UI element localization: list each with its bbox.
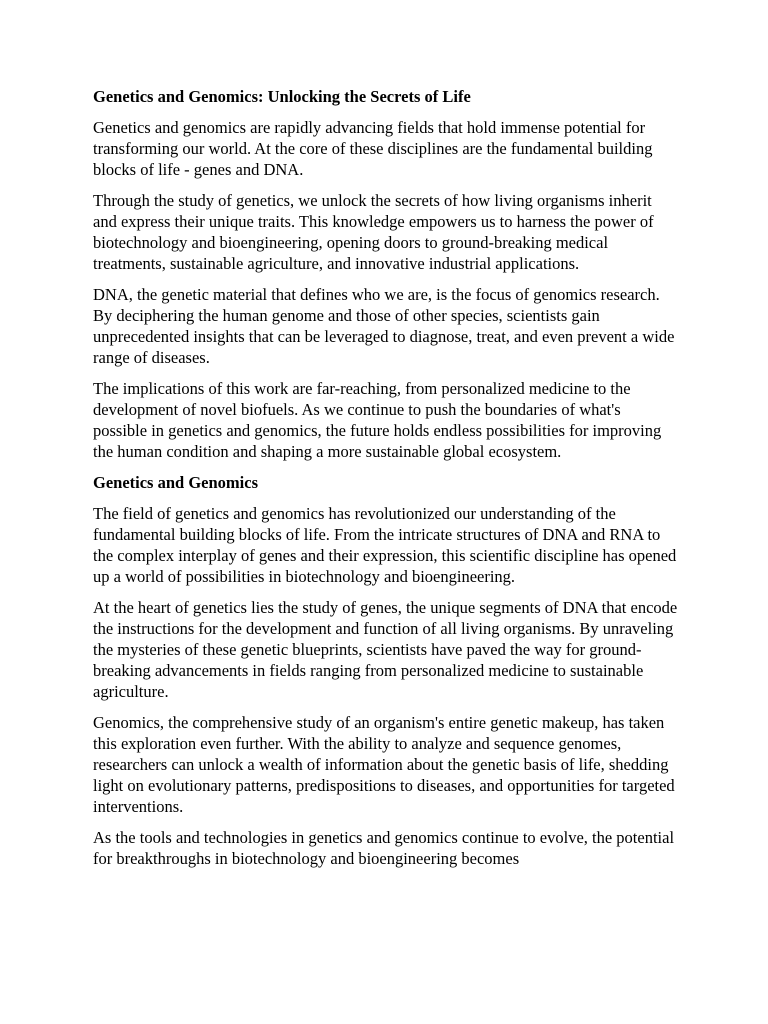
section-heading: Genetics and Genomics	[93, 473, 258, 492]
section-paragraph: As the tools and technologies in genetics and genomics continue to evolve, the potential for breakthroughs in biotechnology and bioengineering becomes	[93, 828, 675, 868]
document-body	[93, 86, 678, 879]
intro-paragraph: Genetics and genomics are rapidly advancing fields that hold immense potential for transforming our world. At the core of these disciplines are the fundamental building blocks of life - genes and DNA.	[93, 118, 653, 179]
section-paragraph: The field of genetics and genomics has revolutionized our understanding of the fundamental building blocks of life. From the intricate structures of DNA and RNA to the complex interplay of genes and their expression, this scientific discipline has opened up a world of possibilities in biotechnology and bioengineering.	[93, 504, 677, 586]
section-paragraph: At the heart of genetics lies the study of genes, the unique segments of DNA that encode the instructions for the development and function of all living organisms. By unraveling the mysteries of these genetic blueprints, scientists have paved the way for ground-breaking advancements in fields ranging from personalized medicine to sustainable agriculture.	[93, 598, 678, 701]
intro-paragraph: The implications of this work are far-reaching, from personalized medicine to the development of novel biofuels. As we continue to push the boundaries of what's possible in genetics and genomics, the future holds endless possibilities for improving the human condition and shaping a more sustainable global ecosystem.	[93, 379, 662, 461]
intro-paragraph: Through the study of genetics, we unlock the secrets of how living organisms inherit and express their unique traits. This knowledge empowers us to harness the power of biotechnology and bioengineering, opening doors to ground-breaking medical treatments, sustainable agriculture, and innovative industrial applications.	[93, 191, 654, 273]
section-paragraph: Genomics, the comprehensive study of an organism's entire genetic makeup, has taken this exploration even further. With the ability to analyze and sequence genomes, researchers can unlock a wealth of information about the genetic basis of life, shedding light on evolutionary patterns, predispositions to diseases, and opportunities for targeted interventions.	[93, 713, 675, 816]
intro-paragraph: DNA, the genetic material that defines who we are, is the focus of genomics research. By deciphering the human genome and those of other species, scientists gain unprecedented insights that can be leveraged to diagnose, treat, and even prevent a wide range of diseases.	[93, 285, 675, 367]
document-title: Genetics and Genomics: Unlocking the Secrets of Life	[93, 87, 471, 106]
